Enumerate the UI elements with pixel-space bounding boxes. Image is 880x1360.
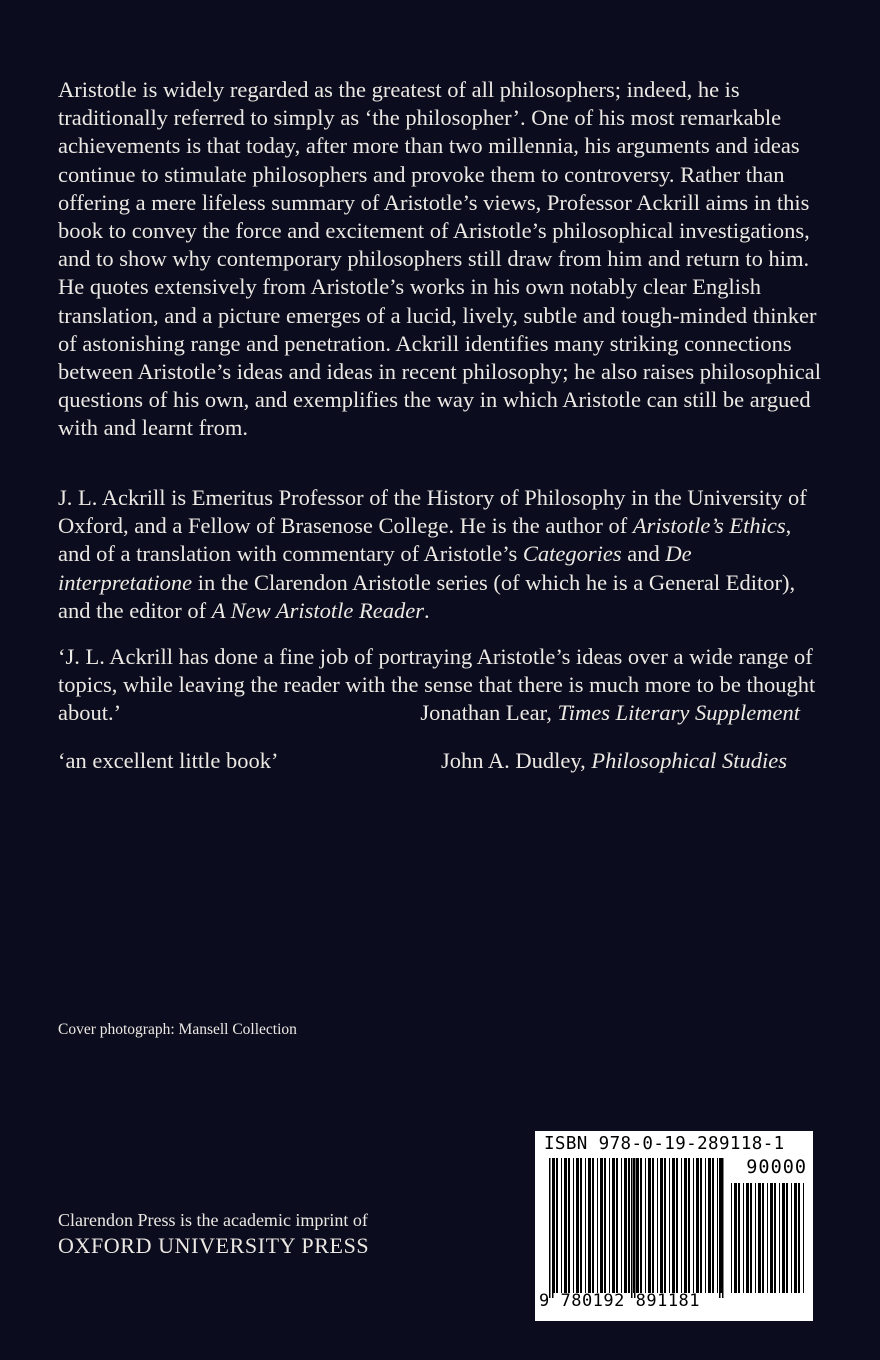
barcode-bar [794,1183,797,1293]
review-author: Jonathan Lear, [420,700,558,726]
author-biography [58,484,828,625]
barcode-bar [621,1158,622,1293]
barcode-bar [743,1183,744,1293]
barcode-bar [576,1158,579,1293]
barcode-bar [786,1183,788,1293]
barcode-bar [767,1183,768,1293]
isbn-label: ISBN 978-0-19-289118-1 [544,1134,785,1154]
barcode-bar [791,1183,792,1293]
barcode-bar [705,1158,706,1293]
barcode-bar [798,1183,800,1293]
barcode-bar [700,1158,702,1293]
barcode-bar [640,1158,642,1293]
barcode-guard-bar [722,1158,724,1298]
barcode-bar [597,1158,598,1293]
barcode-bar [568,1158,570,1293]
barcode-guard-bar [631,1158,633,1298]
barcode-bar [588,1158,591,1293]
barcode-bar [755,1183,756,1293]
barcode-bar [746,1183,749,1293]
barcode-bar [660,1158,663,1293]
barcode-bar [676,1158,678,1293]
barcode-guard-bar [552,1158,554,1298]
barcode-bar [762,1183,764,1293]
barcode-bar [681,1158,682,1293]
barcode-bar [652,1158,654,1293]
barcode-bar [592,1158,594,1293]
barcode-bar [612,1158,615,1293]
barcode-guard-bar [634,1158,636,1298]
barcode-bar [708,1158,711,1293]
barcode-bar [731,1183,732,1293]
bio-title-reader: A New Aristotle Reader [211,597,424,623]
review-quote-lear [58,643,828,728]
review-attribution [420,699,800,727]
review-source: Times Literary Supplement [557,700,800,726]
imprint-line: Clarendon Press is the academic imprint of [58,1210,368,1230]
bio-text-4: in the Clarendon Aristotle series (of which he is a General Editor), and the editor of [58,569,796,623]
bio-title-ethics: Aristotle’s Ethics [632,513,786,539]
barcode-bar [758,1183,761,1293]
barcode-bar [672,1158,675,1293]
barcode-bar [648,1158,651,1293]
bio-text-3: and [621,541,666,567]
price-code: 90000 [746,1157,807,1178]
barcode-bar [657,1158,658,1293]
barcode-bar [561,1158,562,1293]
barcode-bar [750,1183,752,1293]
barcode-bar [770,1183,773,1293]
review-quote-text: ‘an excellent little book’ [58,748,279,773]
barcode-bar [774,1183,776,1293]
barcode-bar [600,1158,603,1293]
barcode-bar [688,1158,690,1293]
barcode-bar [696,1158,699,1293]
barcode-bar [633,1158,634,1293]
barcode-bar [669,1158,670,1293]
barcode-bar [585,1158,586,1293]
isbn-barcode [535,1131,813,1321]
barcode-bar [628,1158,630,1293]
barcode-guard-bar [549,1158,551,1298]
barcode-bar [779,1183,780,1293]
book-description: Aristotle is widely regarded as the greatest of all philosophers; indeed, he is traditionally referred to simply as ‘the philosopher’. One of his most remarkable achievements is that today, after more than two millennia, his arguments and ideas continue to stimulate philosophers and provoke them to controversy. Rather than offering a mere lifeless summary of Aristotle’s views, Professor Ackrill aims in this book to convey the force and excitement of Aristotle’s philosophical investigations, and to show why contemporary philosophers still draw from him and return to him. He quotes extensively from Aristotle’s works in his own notably clear English translation, and a picture emerges of a lucid, lively, subtle and tough-minded thinker of astonishing range and penetration. Ackrill identifies many striking connections between Aristotle’s ideas and ideas in recent philosophy; he also raises philosophical questions of his own, and exemplifies the way in which Aristotle can still be argued with and learnt from. [58,77,821,441]
barcode-guard-bar [719,1158,721,1298]
bio-title-de-interpretatione: De interpretatione [58,541,692,595]
barcode-bar [609,1158,610,1293]
barcode-bar [684,1158,687,1293]
barcode-bar [624,1158,627,1293]
ean-digits: 9 780192 891181 [539,1291,701,1311]
barcode-bar [556,1158,558,1293]
bio-text-5: . [423,597,430,623]
publisher-name: OXFORD UNIVERSITY PRESS [58,1233,370,1258]
barcode-bar [636,1158,639,1293]
barcode-bar [693,1158,694,1293]
barcode-bar [734,1183,737,1293]
bio-text-1: J. L. Ackrill is Emeritus Professor of the History of Philosophy in the University of Oxford, and a Fellow of Brasenose College. He is the author of [58,485,807,539]
review-quote-dudley [58,747,828,775]
bio-text-2: , and of a translation with commentary of Aristotle’s [58,513,792,567]
barcode-bar [712,1158,714,1293]
barcode-bar [580,1158,582,1293]
barcode-bar [616,1158,618,1293]
barcode-bar [573,1158,574,1293]
review-attribution [441,747,787,775]
cover-photo-credit: Cover photograph: Mansell Collection [58,1021,297,1038]
barcode-bar [664,1158,666,1293]
barcode-bar [717,1158,718,1293]
publisher-imprint [58,1208,369,1258]
review-quote-text: ‘J. L. Ackrill has done a fine job of portraying Aristotle’s ideas over a wide range of topics, while leaving the reader with the sense that there is much more to be thought about.’ [58,644,816,726]
review-source: Philosophical Studies [591,748,788,773]
barcode-bar [782,1183,785,1293]
bio-title-categories: Categories [522,541,622,567]
barcode-bar [564,1158,567,1293]
review-author: John A. Dudley, [441,748,592,773]
barcode-bar [604,1158,606,1293]
barcode-bar [645,1158,646,1293]
barcode-bar [738,1183,740,1293]
barcode-bar [803,1183,804,1293]
